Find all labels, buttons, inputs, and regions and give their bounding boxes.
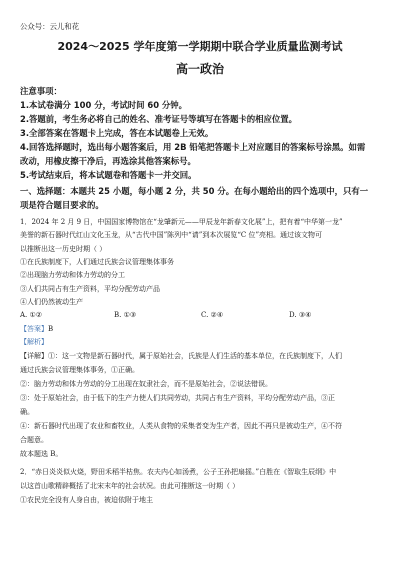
notes-item: 3.全部答案在答题卡上完成，答在本试题卷上无效。 [20, 128, 214, 138]
q1-option: ④人们仍然被动生产 [20, 298, 83, 306]
q2-stem-line: 以这首山歌精辟概括了北宋末年的社会状况。由此可推断这一时期（ ） [20, 482, 240, 490]
section-heading-cont: 项是符合题目要求的。 [20, 200, 104, 210]
answer-line [20, 325, 53, 334]
detail-text: ①：这一文物是新石器时代，属于原始社会，氏族是人们生活的基本单位，在氏族制度下，人们 [48, 352, 342, 360]
q1-option: ①在氏族制度下，人们通过氏族会议管理集体事务 [20, 258, 174, 266]
notes-item: 4.回答选择题时，选出每小题答案后，用 2B 铅笔把答题卡上对应题目的答案标号涂黑。如需 [20, 142, 366, 152]
section-heading: 一、选择题：本题共 25 小题，每小题 2 分，共 50 分。在每小题给出的四个选项中，只有一 [20, 186, 369, 196]
q1-stem-line: 以推断出这一历史时期（ ） [20, 245, 107, 253]
q1-stem-line: 美誉的新石器时代红山文化玉龙，从“古代中国”陈列中“请”到本次展览“C 位”亮相。通过该文物可 [20, 231, 323, 239]
notes-item: 改动，用橡皮擦干净后，再选涂其他答案标号。 [20, 156, 196, 166]
wechat-label: 公众号：云儿和花 [20, 22, 80, 31]
answer-value: B [48, 325, 54, 333]
exam-subject: 高一政治 [175, 62, 224, 76]
detail-line: 确。 [20, 408, 34, 416]
q2-option: ①农民完全没有人身自由，被迫依附于地主 [20, 496, 153, 504]
notes-item: 2.答题前，考生务必将自己的姓名、准考证号等填写在答题卡的相应位置。 [20, 114, 298, 124]
q1-option: ②出现脑力劳动和体力劳动的分工 [20, 271, 125, 279]
q1-stem-line: 1．2024 年 2 月 9 日，中国国家博物馆在“龙肇新元——甲辰龙年新春文化展”上，把有着“中华第一龙” [20, 218, 343, 226]
notes-item: 5.考试结束后，将本试题卷和答题卡一并交回。 [20, 170, 197, 180]
q1-choice-c: C. ②④ [201, 311, 224, 319]
q1-choice-b: B. ①③ [114, 311, 137, 319]
notes-item: 1.本试卷满分 100 分，考试时间 60 分钟。 [20, 100, 188, 110]
analysis-tag: 【解析】 [20, 338, 48, 346]
detail-line: 通过氏族会议管理集体事务，①正确。 [20, 366, 139, 374]
detail-line: 故本题选 B。 [20, 450, 63, 458]
detail-line: ④：新石器时代出现了农业和畜牧业，人类从食物的采集者变为生产者，因此不再只是被动生产，④不符 [20, 422, 342, 430]
exam-title: 2024～2025 学年度第一学期期中联合学业质量监测考试 [57, 40, 343, 53]
notes-heading: 注意事项： [20, 86, 62, 96]
detail-line [20, 352, 342, 361]
q1-option: ③人们共同占有生产资料，平均分配劳动产品 [20, 285, 160, 293]
detail-line: 合题意。 [20, 436, 48, 444]
q2-stem-line: 2．“赤日炎炎似火烧，野田禾稻半枯焦。农夫内心如汤煮，公子王孙把扇摇。”白胜在《智取生辰纲》中 [20, 468, 337, 476]
detail-line: ③：处于原始社会，由于低下的生产力使人们共同劳动，共同占有生产资料，平均分配劳动产品，③正 [20, 394, 335, 402]
answer-tag: 【答案】 [20, 325, 48, 333]
q1-choice-a: A. ①② [20, 311, 43, 319]
q1-choice-d: D. ③④ [289, 311, 312, 319]
detail-tag: 【详解】 [20, 352, 48, 360]
detail-line: ②：脑力劳动和体力劳动的分工出现在奴隶社会，而不是原始社会，②说法错误。 [20, 380, 272, 388]
